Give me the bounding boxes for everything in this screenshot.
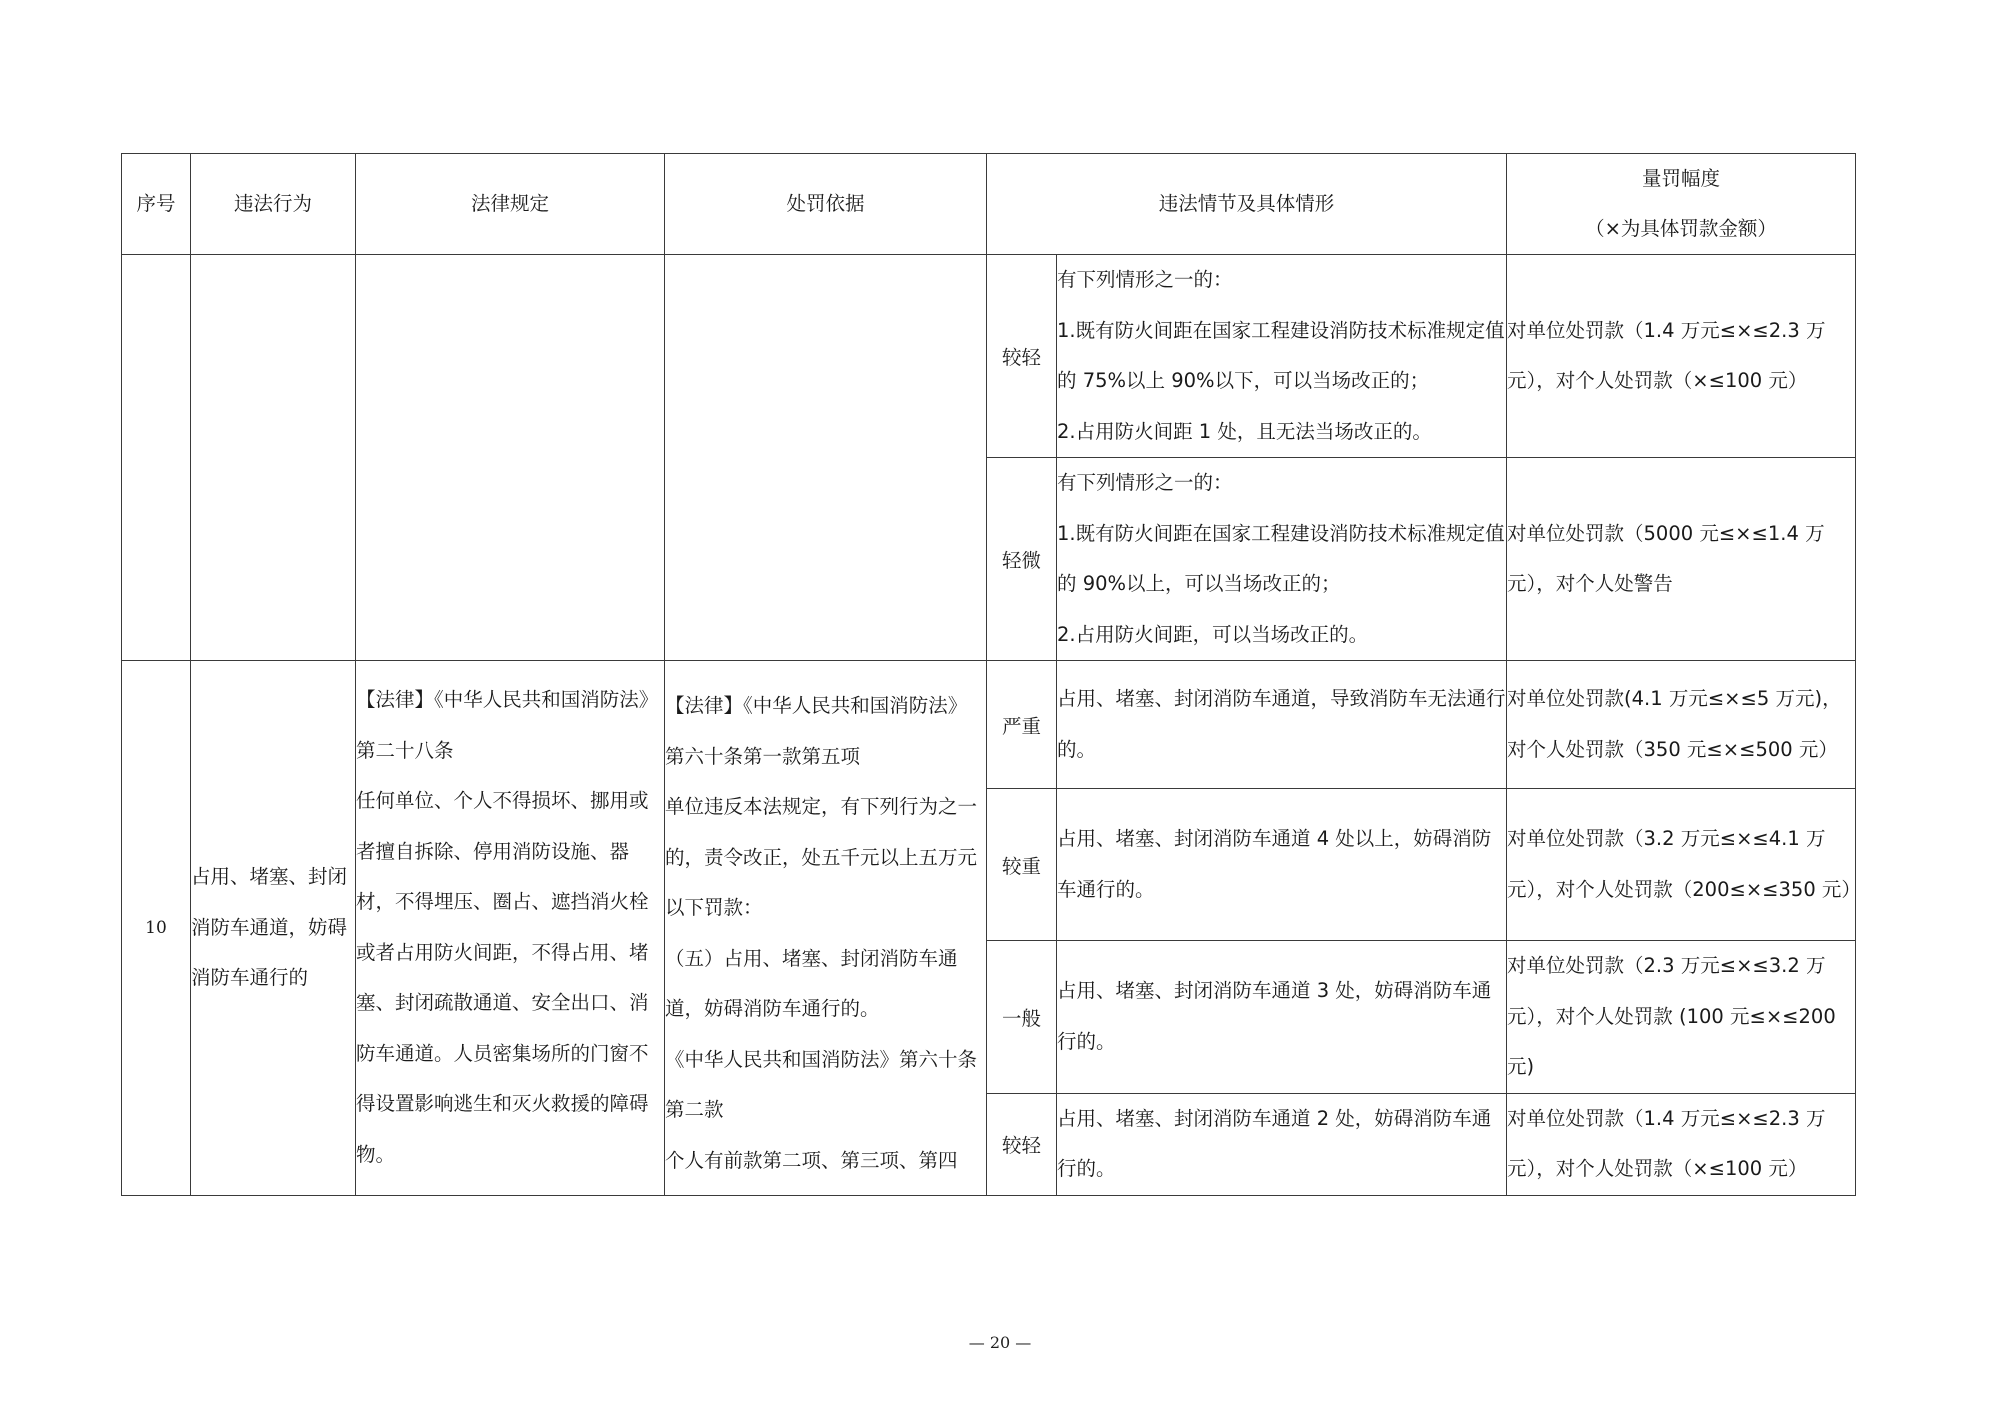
law-cell: [356, 661, 665, 1196]
serial-number: 10: [122, 661, 191, 1196]
penalty-cell: 对单位处罚款（1.4 万元≤×≤2.3 万元），对个人处罚款（×≤100 元）: [1507, 1093, 1856, 1195]
level-label: 严重: [987, 661, 1057, 789]
law-body: 任何单位、个人不得损坏、挪用或者擅自拆除、停用消防设施、器材，不得埋压、圈占、遮挡消火栓或者占用防火间距，不得占用、堵塞、封闭疏散通道、安全出口、消防车通道。人员密集场所的门窗不得设置影响逃生和灭火救援的障碍物。: [356, 789, 649, 1166]
header-penalty: [1507, 154, 1856, 255]
prev-basis-cell: [665, 255, 987, 661]
level-label: 轻微: [987, 458, 1057, 661]
header-penalty-note: （×为具体罚款金额）: [1585, 217, 1777, 240]
circumstance-line: 1.既有防火间距在国家工程建设消防技术标准规定值的 90%以上，可以当场改正的；: [1057, 521, 1505, 595]
header-circumstance: 违法情节及具体情形: [987, 154, 1507, 255]
header-penalty-title: 量罚幅度: [1642, 167, 1721, 190]
basis-line: 《中华人民共和国消防法》第六十条第二款: [665, 1047, 978, 1121]
header-law: 法律规定: [356, 154, 665, 255]
level-label: 较轻: [987, 255, 1057, 458]
penalty-cell: 对单位处罚款（2.3 万元≤×≤3.2 万元），对个人处罚款 (100 元≤×≤200 元): [1507, 941, 1856, 1094]
circumstance-cell: 占用、堵塞、封闭消防车通道 2 处，妨碍消防车通行的。: [1057, 1093, 1507, 1195]
penalty-cell: 对单位处罚款（1.4 万元≤×≤2.3 万元），对个人处罚款（×≤100 元）: [1507, 255, 1856, 458]
prev-behavior-cell: [191, 255, 356, 661]
penalty-cell: 对单位处罚款（3.2 万元≤×≤4.1 万元），对个人处罚款（200≤×≤350 元）: [1507, 789, 1856, 941]
circumstance-cell: 占用、堵塞、封闭消防车通道 4 处以上，妨碍消防车通行的。: [1057, 789, 1507, 941]
basis-line: （五）占用、堵塞、封闭消防车通道，妨碍消防车通行的。: [665, 946, 958, 1020]
law-title: 【法律】《中华人民共和国消防法》第二十八条: [356, 688, 659, 762]
penalty-cell: 对单位处罚款(4.1 万元≤×≤5 万元)，对个人处罚款（350 元≤×≤500 元）: [1507, 661, 1856, 789]
prev-law-cell: [356, 255, 665, 661]
behavior-cell: 占用、堵塞、封闭消防车通道，妨碍消防车通行的: [191, 661, 356, 1196]
circumstance-line: 有下列情形之一的：: [1057, 268, 1233, 291]
basis-line: 单位违反本法规定，有下列行为之一的，责令改正，处五千元以上五万元以下罚款：: [665, 795, 978, 919]
circumstance-line: 2.占用防火间距 1 处，且无法当场改正的。: [1057, 419, 1432, 443]
table-header-row: [122, 154, 1856, 255]
circumstance-cell: [1057, 255, 1507, 458]
level-label: 较重: [987, 789, 1057, 941]
circumstance-cell: 占用、堵塞、封闭消防车通道，导致消防车无法通行的。: [1057, 661, 1507, 789]
prev-serial-cell: [122, 255, 191, 661]
basis-line: 个人有前款第二项、第三项、第四: [665, 1148, 958, 1172]
table-row: [122, 255, 1856, 458]
circumstance-cell: 占用、堵塞、封闭消防车通道 3 处，妨碍消防车通行的。: [1057, 941, 1507, 1094]
penalty-cell: 对单位处罚款（5000 元≤×≤1.4 万元），对个人处警告: [1507, 458, 1856, 661]
basis-cell: [665, 661, 987, 1196]
circumstance-line: 1.既有防火间距在国家工程建设消防技术标准规定值的 75%以上 90%以下，可以当场改正的；: [1057, 318, 1505, 392]
page-number: — 20 —: [968, 1333, 1032, 1352]
level-label: 一般: [987, 941, 1057, 1094]
header-serial: 序号: [122, 154, 191, 255]
level-label: 较轻: [987, 1093, 1057, 1195]
header-behavior: 违法行为: [191, 154, 356, 255]
circumstance-line: 有下列情形之一的：: [1057, 471, 1233, 494]
header-basis: 处罚依据: [665, 154, 987, 255]
table-row: [122, 661, 1856, 789]
circumstance-line: 2.占用防火间距，可以当场改正的。: [1057, 622, 1369, 646]
basis-line: 【法律】《中华人民共和国消防法》第六十条第一款第五项: [665, 694, 968, 768]
circumstance-cell: [1057, 458, 1507, 661]
penalty-table: [121, 153, 1861, 1196]
